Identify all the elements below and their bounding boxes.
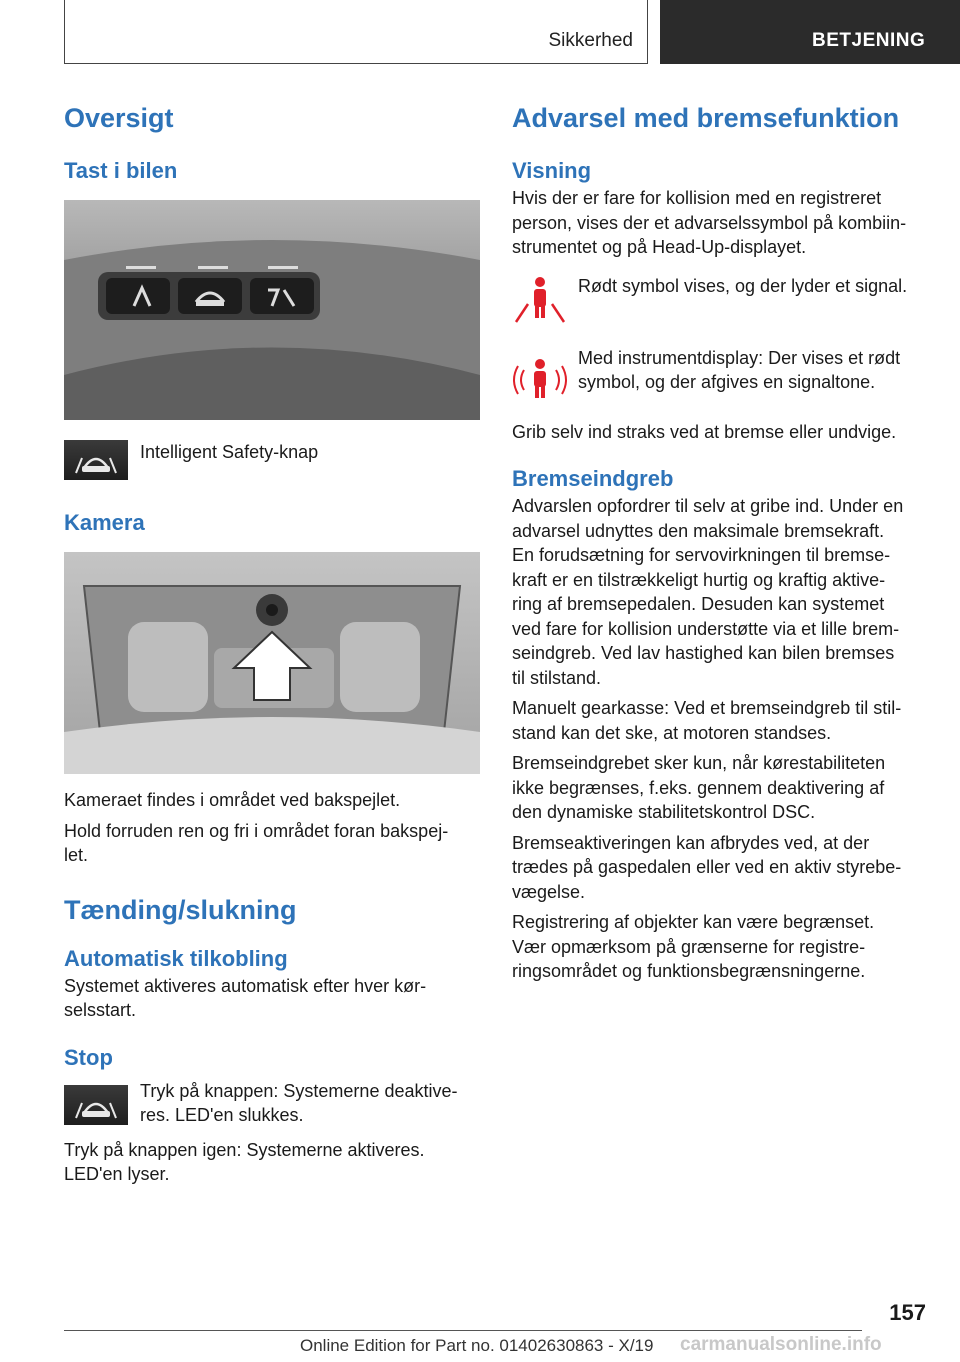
visning-paragraph: Hvis der er fare for kollision med en registreret person, vises der et advarselssymbol på kombiin- strumentet og på Head-Up-displayet.: [512, 188, 907, 257]
bremse-paragraph-4: Bremseaktiveringen kan afbrydes ved, at der trædes på gaspedalen eller ved en aktiv styrebe- vægelse.: [512, 832, 902, 902]
heading-tast-i-bilen: Tast i bilen: [64, 158, 178, 183]
pedestrian-signal-icon: [512, 352, 568, 404]
bremse-paragraph-5: Registrering af objekter kan være begrænset. Vær opmærksom på grænserne for registre- ringsområdet og funktionsbegrænsningerne.: [512, 912, 875, 981]
bremse-paragraph-2: Manuelt gearkasse: Ved et bremseindgreb til stil- stand kan det ske, at motoren standses.: [512, 698, 902, 743]
footer-edition: Online Edition for Part no. 01402630863 - X/19: [300, 1336, 654, 1355]
camera-image: [64, 552, 480, 774]
header-section-box: [64, 0, 648, 64]
bremse-paragraph-3: Bremseindgrebet sker kun, når kørestabiliteten ikke begrænses, f.eks. gennem deaktivering af den dynamiske stabilitetskontrol DSC.: [512, 753, 886, 822]
bremse-paragraph-1: Advarslen opfordrer til selv at gribe ind. Under en advarsel udnyttes den maksimale bremsekraft. En forudsætning for servovirkningen til bremse- kraft er en tilstrækkeligt hurtig og kraftig aktive- ring af bremsepedalen. Desuden kan systemet ved fare for kollision understøtte via et lille brem- seindgreb. Ved lav hastighed kan bilen bremses til stilstand.: [512, 496, 904, 688]
button-panel-illustration: [64, 200, 480, 420]
stop-button-text: Tryk på knappen: Systemerne deaktive- res. LED'en slukkes.: [140, 1080, 458, 1125]
heading-visning: Visning: [512, 158, 592, 183]
symbol-2-text: Med instrumentdisplay: Der vises et rødt symbol, og der afgives en signaltone.: [578, 347, 901, 392]
grib-paragraph: Grib selv ind straks ved at bremse eller undvige.: [512, 421, 897, 442]
pedestrian-warning-icon: [512, 274, 568, 326]
heading-stop: Stop: [64, 1044, 113, 1070]
camera-illustration: [64, 552, 480, 774]
page-number: 157: [889, 1300, 926, 1325]
heading-kamera: Kamera: [64, 510, 145, 535]
kamera-paragraph-2: Hold forruden ren og fri i området foran bakspej- let.: [64, 820, 449, 865]
heading-bremseindgreb: Bremseindgreb: [512, 466, 674, 491]
left-column: [64, 100, 480, 1187]
header-chapter-title: BETJENING: [812, 30, 926, 51]
header-section-title: Sikkerhed: [548, 30, 633, 51]
safety-button-label: Intelligent Safety-knap: [140, 442, 319, 462]
button-panel-image: [64, 200, 480, 420]
warning-symbol-row-1: [512, 274, 926, 326]
footer-divider: [64, 1330, 862, 1331]
safety-button-row: [64, 440, 480, 480]
header-chapter-box: [660, 0, 960, 64]
stop-button-row: [64, 1079, 480, 1128]
heading-taending-slukning: Tænding/slukning: [64, 894, 297, 925]
symbol-1-text: Rødt symbol vises, og der lyder et signal.: [578, 275, 908, 296]
footer-watermark: carmanualsonline.info: [680, 1334, 882, 1355]
heading-automatisk-tilkobling: Automatisk tilkobling: [64, 945, 288, 971]
heading-oversigt: Oversigt: [64, 103, 174, 133]
intelligent-safety-button-icon-stop: [64, 1085, 128, 1125]
right-column: [512, 100, 926, 984]
kamera-paragraph-1: Kameraet findes i området ved bakspejlet.: [64, 790, 401, 810]
stop-paragraph: Tryk på knappen igen: Systemerne aktiveres. LED'en lyser.: [64, 1139, 425, 1184]
auto-paragraph: Systemet aktiveres automatisk efter hver kør- selsstart.: [64, 975, 427, 1020]
intelligent-safety-button-icon: [64, 440, 128, 480]
warning-symbol-row-2: [512, 346, 926, 404]
heading-advarsel: Advarsel med bremsefunktion: [512, 103, 900, 133]
